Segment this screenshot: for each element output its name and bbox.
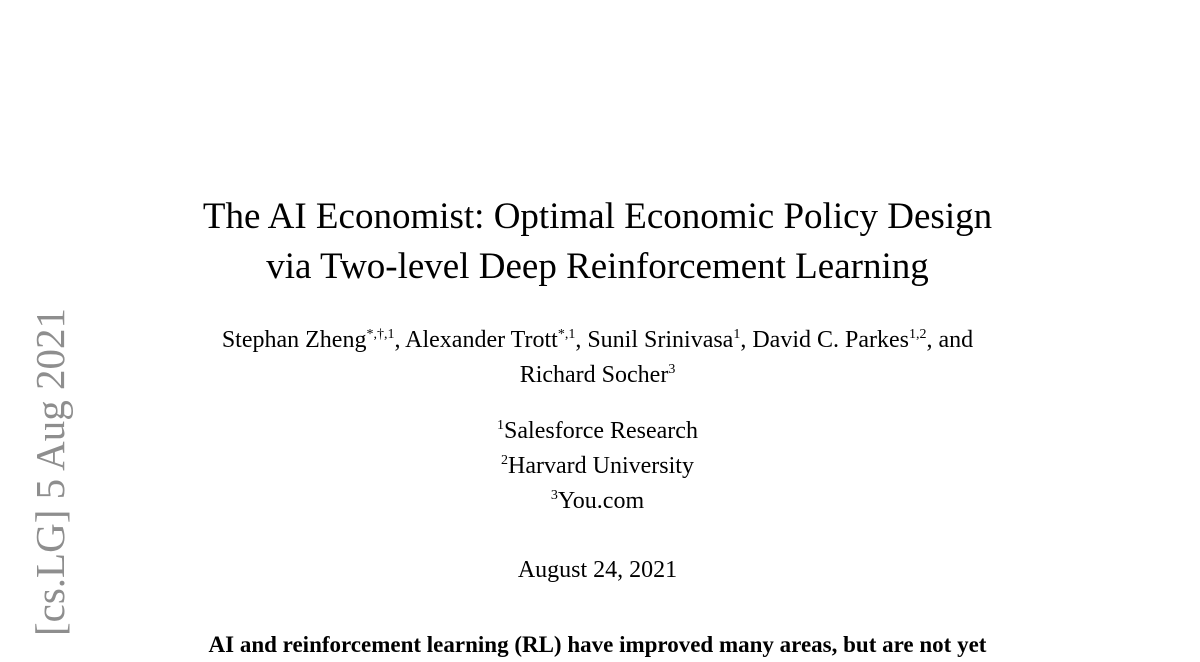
author-affiliation-marks: *,†,1	[366, 327, 395, 342]
author-name: Sunil Srinivasa	[587, 327, 734, 353]
author-separator: ,	[394, 327, 406, 353]
title-line-2: via Two-level Deep Reinforcement Learning	[266, 246, 929, 287]
abstract-first-line: AI and reinforcement learning (RL) have improved many areas, but are not yet	[208, 632, 987, 657]
author-affiliation-marks: 1	[733, 327, 741, 342]
author-affiliation-marks: 3	[668, 362, 676, 377]
affiliation-name: Salesforce Research	[504, 418, 698, 444]
author-name: Richard Socher	[519, 362, 669, 388]
affiliation-item	[0, 449, 1195, 484]
author-name: Alexander Trott	[405, 327, 558, 353]
author-affiliation-marks: 1,2	[909, 327, 927, 342]
affiliation-list	[0, 414, 1195, 519]
author-list	[0, 323, 1195, 393]
affiliation-number: 3	[550, 488, 558, 503]
affiliation-name: You.com	[557, 488, 645, 514]
author-line-2	[0, 358, 1195, 393]
publication-date: August 24, 2021	[517, 557, 678, 583]
author-separator: , and	[926, 327, 974, 353]
title-line-1: The AI Economist: Optimal Economic Policy Design	[202, 196, 993, 237]
author-name: David C. Parkes	[752, 327, 909, 353]
author-name: Stephan Zheng	[221, 327, 367, 353]
paper-title	[0, 192, 1195, 292]
affiliation-name: Harvard University	[508, 453, 694, 479]
author-affiliation-marks: *,1	[557, 327, 576, 342]
author-separator: ,	[575, 327, 588, 353]
affiliation-number: 1	[497, 418, 505, 433]
affiliation-item	[0, 484, 1195, 519]
author-separator: ,	[740, 327, 753, 353]
affiliation-number: 2	[501, 453, 509, 468]
author-line-1	[0, 323, 1195, 358]
arxiv-identifier-stamp: [cs.LG] 5 Aug 2021	[27, 308, 73, 636]
affiliation-item	[0, 414, 1195, 449]
